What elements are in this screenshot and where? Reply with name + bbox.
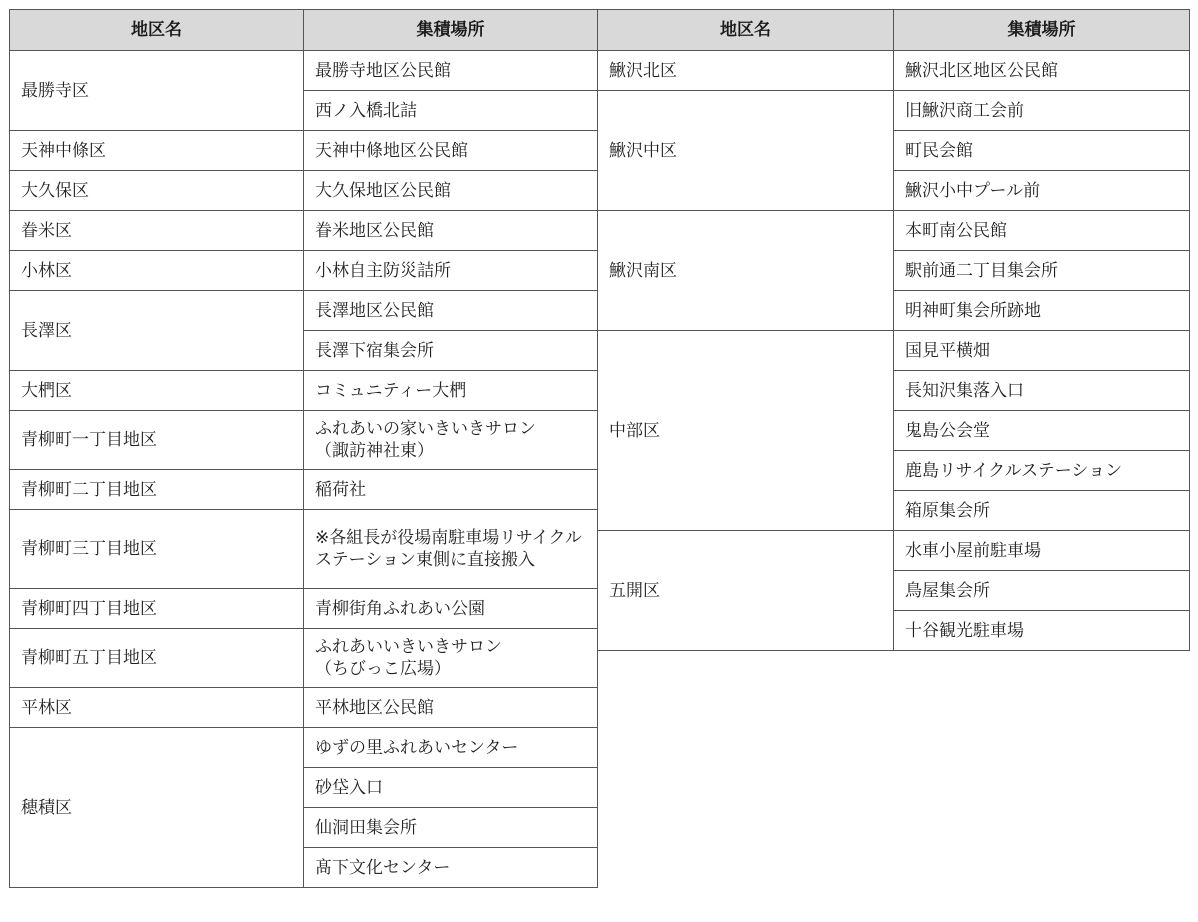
table-row [10, 211, 598, 251]
table-row [10, 629, 598, 688]
district-cell: 青柳町四丁目地区 [10, 589, 304, 629]
site-cell: 長知沢集落入口 [894, 371, 1190, 411]
site-cell: 長澤下宿集会所 [304, 331, 598, 371]
site-cell: 平林地区公民館 [304, 688, 598, 728]
district-cell: 長澤区 [10, 291, 304, 371]
site-cell: ゆずの里ふれあいセンター [304, 728, 598, 768]
table-row [10, 371, 598, 411]
table-row [598, 211, 1190, 251]
district-header: 地区名 [10, 10, 304, 51]
site-cell: 小林自主防災詰所 [304, 251, 598, 291]
district-cell: 青柳町三丁目地区 [10, 510, 304, 589]
table-row [10, 51, 598, 91]
district-cell: 青柳町五丁目地区 [10, 629, 304, 688]
site-cell: 町民会館 [894, 131, 1190, 171]
site-cell: 仙洞田集会所 [304, 808, 598, 848]
site-cell: 駅前通二丁目集会所 [894, 251, 1190, 291]
district-cell: 鰍沢北区 [598, 51, 894, 91]
site-cell: 西ノ入橋北詰 [304, 91, 598, 131]
table-row [598, 91, 1190, 131]
table-row [10, 510, 598, 589]
site-cell: 水車小屋前駐車場 [894, 531, 1190, 571]
table-row [598, 331, 1190, 371]
site-cell: 十谷観光駐車場 [894, 611, 1190, 651]
header-row [598, 10, 1190, 51]
site-cell: ※各組長が役場南駐車場リサイクルステーション東側に直接搬入 [304, 510, 598, 589]
right-collection-table [597, 9, 1190, 651]
site-header: 集積場所 [894, 10, 1190, 51]
table-row [10, 728, 598, 768]
site-cell: 青柳街角ふれあい公園 [304, 589, 598, 629]
site-cell: コミュニティー大椚 [304, 371, 598, 411]
site-cell: 大久保地区公民館 [304, 171, 598, 211]
district-cell: 平林区 [10, 688, 304, 728]
district-cell: 天神中條区 [10, 131, 304, 171]
table-row [10, 589, 598, 629]
site-header: 集積場所 [304, 10, 598, 51]
site-cell: 長澤地区公民館 [304, 291, 598, 331]
site-cell: 鬼島公会堂 [894, 411, 1190, 451]
district-cell: 最勝寺区 [10, 51, 304, 131]
left-collection-table [9, 9, 598, 888]
table-row [10, 470, 598, 510]
table-row [598, 51, 1190, 91]
site-cell: 天神中條地区公民館 [304, 131, 598, 171]
district-cell: 眷米区 [10, 211, 304, 251]
district-cell: 青柳町一丁目地区 [10, 411, 304, 470]
district-cell: 青柳町二丁目地区 [10, 470, 304, 510]
district-cell: 鰍沢南区 [598, 211, 894, 331]
site-cell: 砂垈入口 [304, 768, 598, 808]
site-cell: 鰍沢小中プール前 [894, 171, 1190, 211]
table-row [598, 531, 1190, 571]
table-row [10, 688, 598, 728]
site-cell: 箱原集会所 [894, 491, 1190, 531]
district-cell: 五開区 [598, 531, 894, 651]
table-row [10, 251, 598, 291]
site-cell: ふれあいいきいきサロン （ちびっこ広場） [304, 629, 598, 688]
table-row [10, 291, 598, 331]
site-cell: 鳥屋集会所 [894, 571, 1190, 611]
table-row [10, 171, 598, 211]
site-cell: 明神町集会所跡地 [894, 291, 1190, 331]
site-cell: 旧鰍沢商工会前 [894, 91, 1190, 131]
site-cell: 国見平横畑 [894, 331, 1190, 371]
site-cell: 最勝寺地区公民館 [304, 51, 598, 91]
header-row [10, 10, 598, 51]
site-cell: 鰍沢北区地区公民館 [894, 51, 1190, 91]
district-cell: 中部区 [598, 331, 894, 531]
district-cell: 穂積区 [10, 728, 304, 888]
site-cell: 稲荷社 [304, 470, 598, 510]
district-cell: 大椚区 [10, 371, 304, 411]
table-row [10, 411, 598, 470]
district-header: 地区名 [598, 10, 894, 51]
district-cell: 大久保区 [10, 171, 304, 211]
site-cell: 本町南公民館 [894, 211, 1190, 251]
table-row [10, 131, 598, 171]
site-cell: 髙下文化センター [304, 848, 598, 888]
district-cell: 鰍沢中区 [598, 91, 894, 211]
site-cell: ふれあいの家いきいきサロン （諏訪神社東） [304, 411, 598, 470]
district-cell: 小林区 [10, 251, 304, 291]
site-cell: 鹿島リサイクルステーション [894, 451, 1190, 491]
site-cell: 眷米地区公民館 [304, 211, 598, 251]
